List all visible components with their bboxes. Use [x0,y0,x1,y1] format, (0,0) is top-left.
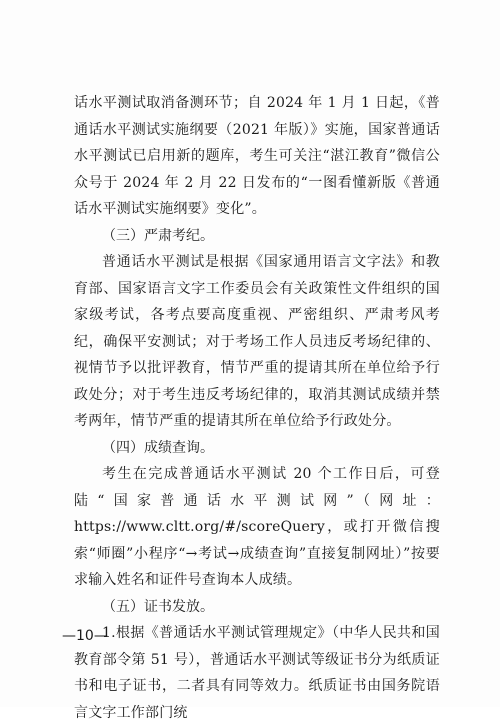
heading-strict-discipline: （三）严肃考纪。 [102,227,214,244]
page-number: —10— [62,628,108,644]
paragraph-test-bank-notice: 话水平测试取消备测环节；自 2024 年 1 月 1 日起，《普通话水平测试实施纲要（2021 年版）》实施，国家普通话水平测试已启用新的题库，考生可关注“湛江教育”微信公众号于 2024 年 2 月 22 日发布的“一图看懂新版《普通话水平测试实施纲要》变化”。 [74,95,440,217]
paragraph-score-query: 考生在完成普通话水平测试 20 个工作日后，可登陆“国家普通话水平测试网”（网址：https://www.cltt.org/#/scoreQuery，或打开微信搜索“师圈”小程序“→考试→成绩查询”直接复制网址）”按要求输入姓名和证件号查询本人成绩。 [74,466,440,588]
heading-certificate-issuance: （五）证书发放。 [102,598,214,615]
paragraph-exam-discipline: 普通话水平测试是根据《国家通用语言文字法》和教育部、国家语言文字工作委员会有关政策性文件组织的国家级考试，各考点要高度重视、严密组织、严肃考风考纪，确保平安测试；对于考场工作人员违反考场纪律的、视情节予以批评教育，情节严重的提请其所在单位给予行政处分；对于考生违反考场纪律的，取消其测试成绩并禁考两年，情节严重的提请其所在单位给予行政处分。 [74,254,440,429]
paragraph-certificate: 1.根据《普通话水平测试管理规定》（中华人民共和国教育部令第 51 号），普通话水平测试等级证书分为纸质证书和电子证书，二者具有同等效力。纸质证书由国务院语言文字工作部门统 [74,625,440,721]
document-body [74,90,440,726]
heading-score-query: （四）成绩查询。 [102,439,214,456]
